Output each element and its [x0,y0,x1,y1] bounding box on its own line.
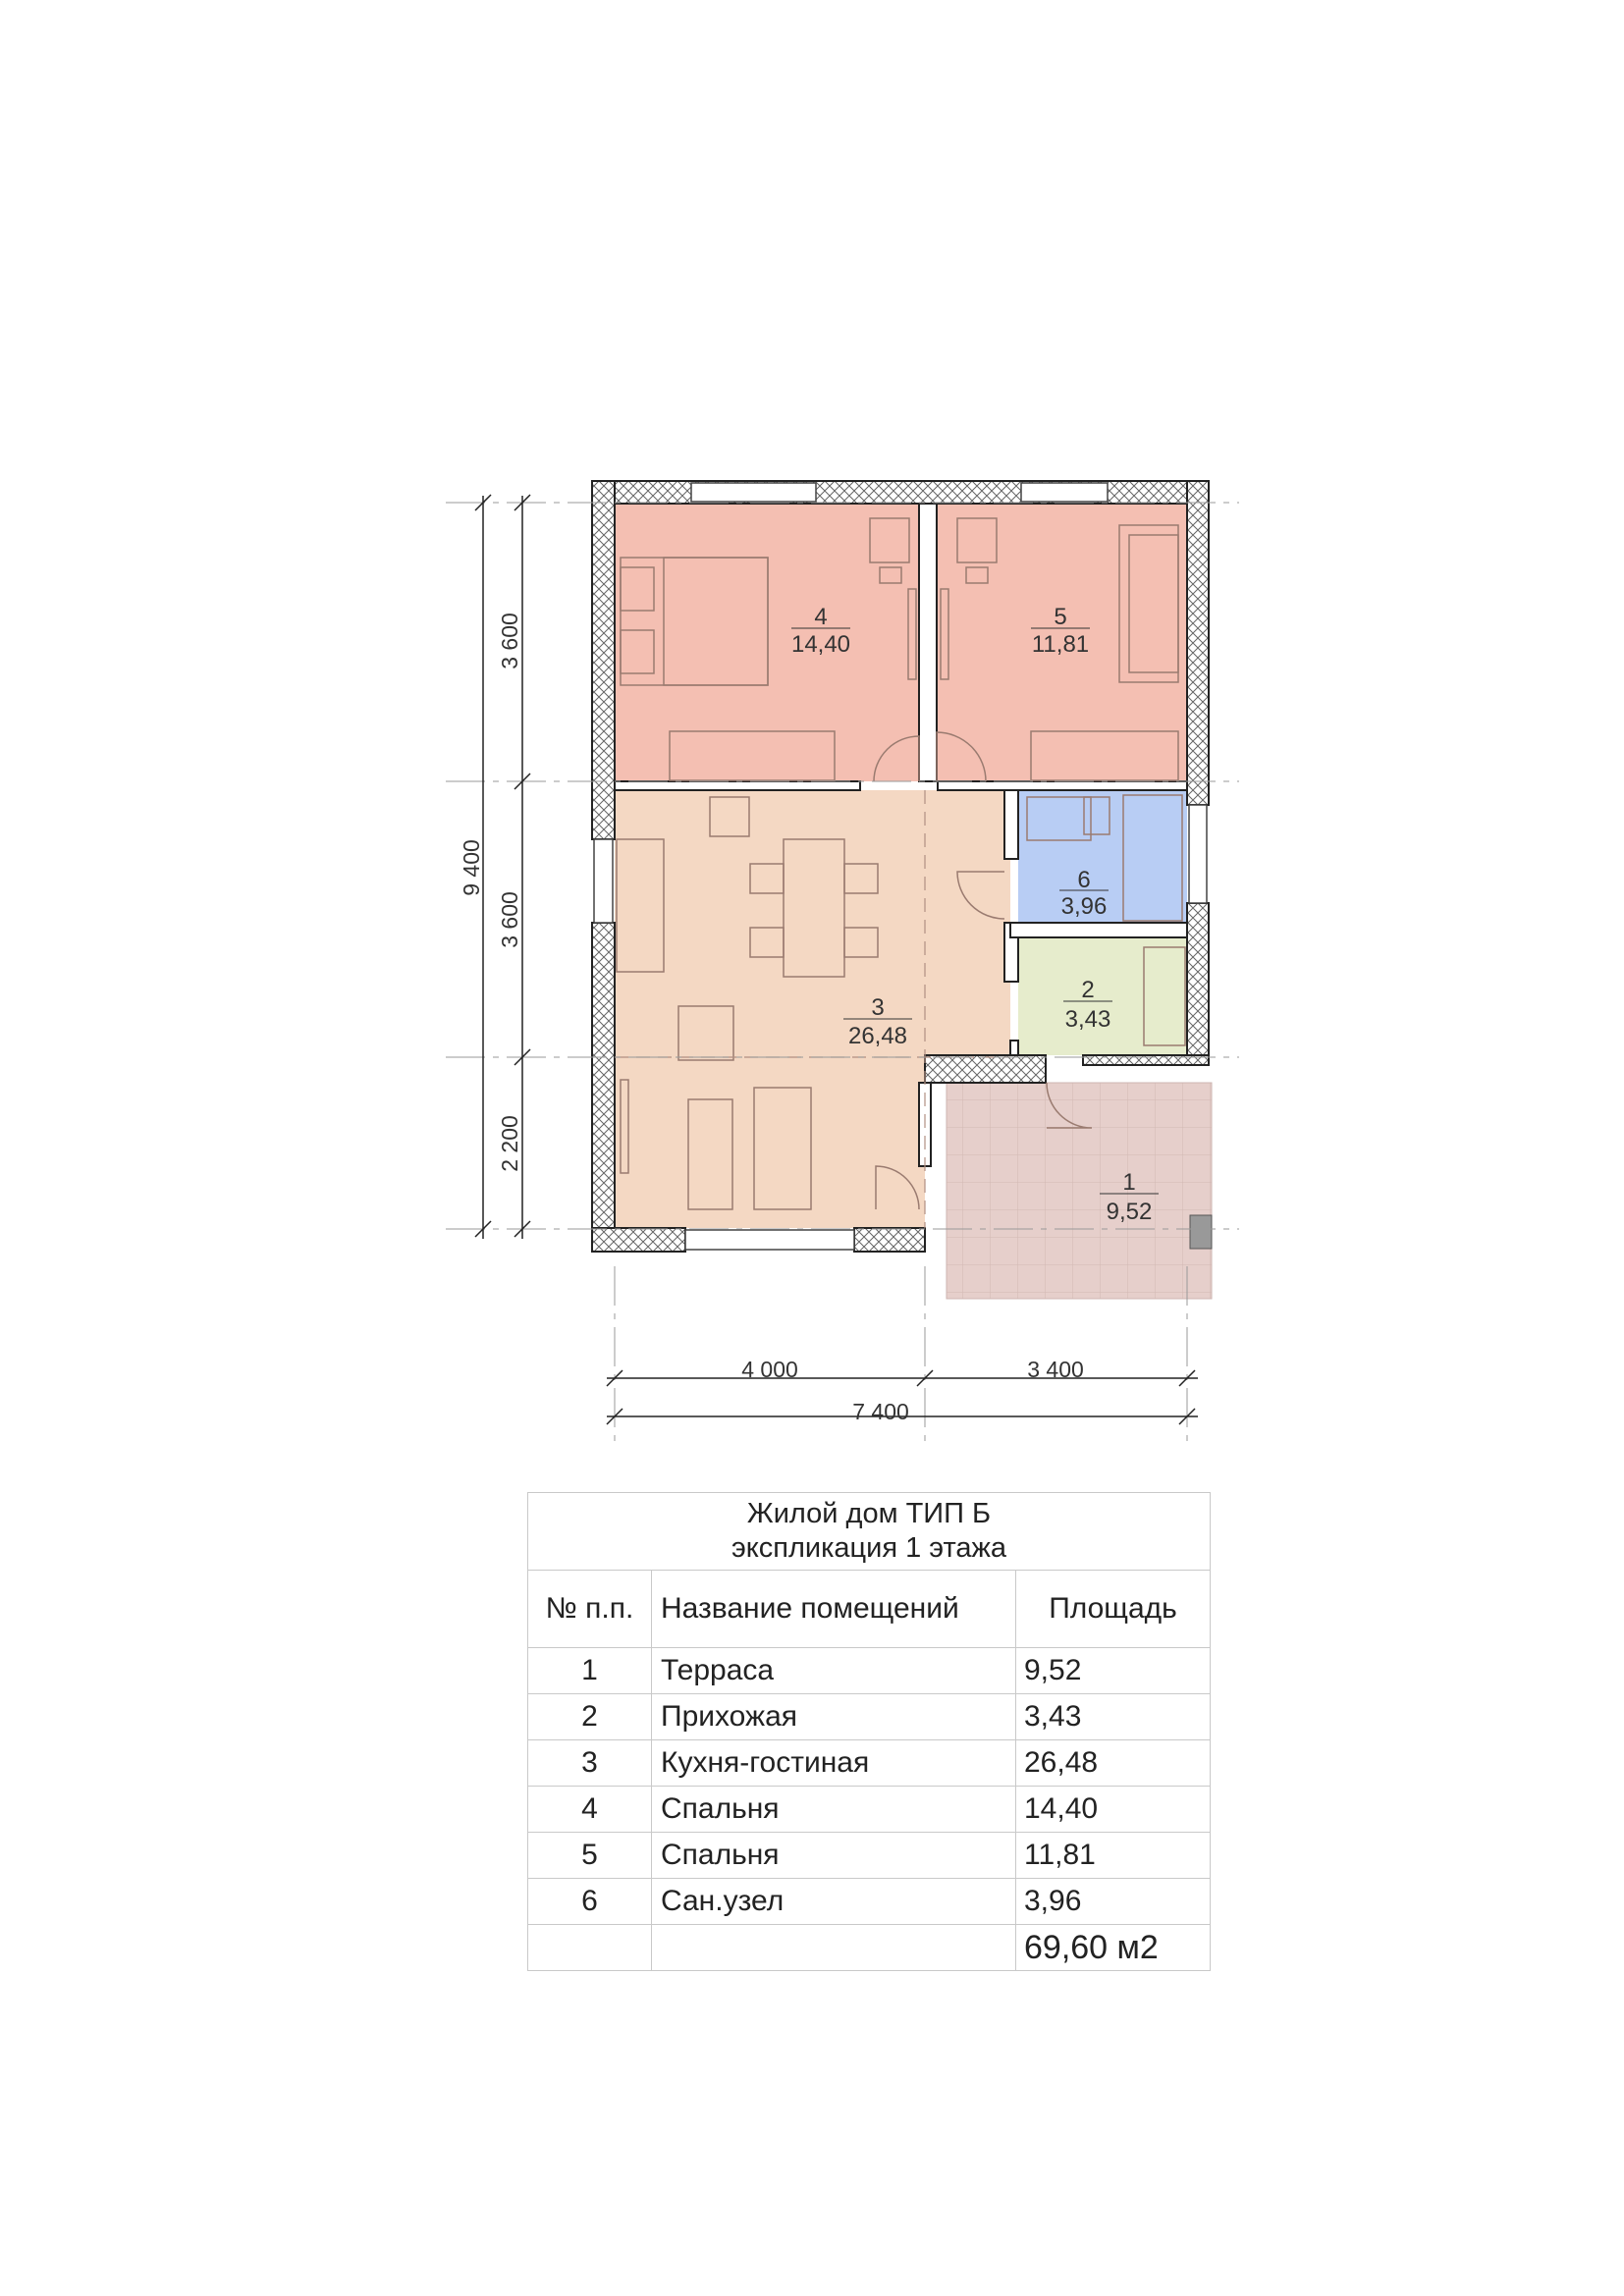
row-number: 2 [528,1694,652,1740]
room-2-fill [1018,937,1187,1055]
header-area: Площадь [1016,1571,1211,1648]
row-name: Спальня [652,1787,1016,1833]
dim-left-segment-1: 3 600 [497,613,522,669]
table-row [528,1740,1211,1787]
row-name: Сан.узел [652,1879,1016,1925]
room-area: 11,81 [1031,631,1090,658]
row-area: 14,40 [1016,1787,1211,1833]
row-area: 3,43 [1016,1694,1211,1740]
table-title-line-1: Жилой дом ТИП Б [746,1498,992,1529]
room-number: 6 [1077,867,1091,893]
row-area: 26,48 [1016,1740,1211,1787]
total-area: 69,60 м2 [1016,1925,1211,1971]
row-number: 5 [528,1833,652,1879]
room-3-fill-b [925,790,1010,1055]
row-number: 6 [528,1879,652,1925]
table-header-row [528,1571,1211,1648]
explication-table [527,1492,1211,1971]
table-row [528,1879,1211,1925]
room-number: 1 [1122,1169,1136,1196]
table-row [528,1787,1211,1833]
room-number: 4 [814,604,828,630]
total-empty-cell [652,1925,1016,1971]
row-area: 11,81 [1016,1833,1211,1879]
room-number: 3 [871,994,885,1021]
row-area: 3,96 [1016,1879,1211,1925]
room-number: 5 [1054,604,1067,630]
table-total-row [528,1925,1211,1971]
table-row [528,1833,1211,1879]
dim-bottom-segment-2: 3 400 [1027,1357,1084,1382]
dim-overall-height: 9 400 [459,839,484,896]
room-area: 14,40 [790,631,851,658]
dim-overall-width: 7 400 [852,1399,909,1424]
room-area: 3,96 [1060,893,1108,920]
room-area: 3,43 [1064,1006,1111,1033]
row-number: 3 [528,1740,652,1787]
terrace-grill [1190,1215,1212,1249]
table-row [528,1648,1211,1694]
header-number: № п.п. [528,1571,652,1648]
header-room-name: Название помещений [652,1571,1016,1648]
row-name: Спальня [652,1833,1016,1879]
dim-bottom-segment-1: 4 000 [741,1357,798,1382]
row-name: Кухня-гостиная [652,1740,1016,1787]
room-area: 9,52 [1106,1199,1153,1225]
dim-left-segment-2: 3 600 [497,891,522,948]
dim-left-segment-3: 2 200 [497,1115,522,1172]
row-area: 9,52 [1016,1648,1211,1694]
terrace-floor [947,1083,1212,1299]
total-empty-cell [528,1925,652,1971]
room-4-fill [615,504,925,781]
table-row [528,1694,1211,1740]
table-title [528,1493,1211,1571]
row-name: Терраса [652,1648,1016,1694]
row-name: Прихожая [652,1694,1016,1740]
room-number: 2 [1081,977,1095,1003]
row-number: 4 [528,1787,652,1833]
room-area: 26,48 [847,1023,908,1049]
row-number: 1 [528,1648,652,1694]
table-title-line-2: экспликация 1 этажа [731,1532,1007,1564]
